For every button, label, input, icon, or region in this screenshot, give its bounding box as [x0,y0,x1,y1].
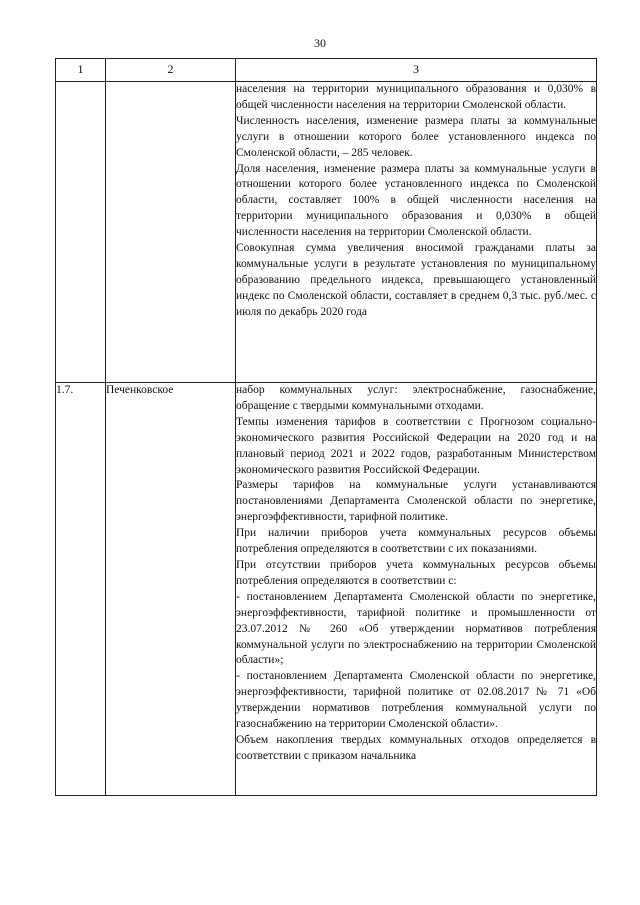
paragraph: Размеры тарифов на коммунальные услуги устанавливаются постановлениями Департамента Смоленской области по энергетике, энергоэффективности, тарифной политике. [236,479,596,524]
row-number-cell: 1.7. [56,383,106,796]
paragraph: При наличии приборов учета коммунальных ресурсов объемы потребления определяются в соответствии с их показаниями. [236,527,596,556]
row-number-cell [56,82,106,383]
paragraph: Численность населения, изменение размера платы за коммунальные услуги в отношении которого более установленного индекса по Смоленской области, – 285 человек. [236,114,596,159]
description-cell [236,383,597,796]
page-number: 30 [314,36,326,50]
paragraph: При отсутствии приборов учета коммунальных ресурсов объемы потребления определяются в соответствии с: [236,558,596,587]
table-header-row [56,59,597,82]
description-cell [236,82,597,383]
municipality-name-cell [106,82,236,383]
table-row [56,82,597,383]
column-header-2: 2 [106,59,236,82]
paragraph: - постановлением Департамента Смоленской области по энергетике, энергоэффективности, тарифной политике от 02.08.2017 № 71 «Об утверждении нормативов потребления коммунальной услуги по газоснабжению на территории Смоленской области». [236,670,596,731]
paragraph: набор коммунальных услуг: электроснабжение, газоснабжение, обращение с твердыми коммунальными отходами. [236,384,596,412]
paragraph: - постановлением Департамента Смоленской области по энергетике, энергоэффективности, тарифной политике и промышленности от 23.07.2012 № 260 «Об утверждении нормативов потребления коммунальной услуги по электроснабжению на территории Смоленской области»; [236,590,596,667]
paragraph: Доля населения, изменение размера платы за коммунальные услуги в отношении которого более установленного индекса по Смоленской области, составляет 100% в общей численности населения на территории муниципального образования и 0,030% в общей численности населения на территории Смоленской области. [236,162,596,239]
document-table [55,58,597,796]
column-header-3: 3 [236,59,597,82]
paragraph: населения на территории муниципального образования и 0,030% в общей численности населения на территории Смоленской области. [236,83,596,111]
paragraph: Совокупная сумма увеличения вносимой гражданами платы за коммунальные услуги в результате установления по муниципальному образованию предельного индекса, превышающего установленный индекс по Смоленской области, составляет в среднем 0,3 тыс. руб./мес. с июля по декабрь 2020 года [236,242,596,318]
paragraph: Объем накопления твердых коммунальных отходов определяется в соответствии с приказом начальника [236,733,596,762]
paragraph: Темпы изменения тарифов в соответствии с Прогнозом социально-экономического развития Российской Федерации на 2020 год и на плановый период 2021 и 2022 годов, разработанным Министерством экономического развития Российской Федерации. [236,415,596,476]
municipality-name-cell: Печенковское [106,383,236,796]
table-row [56,383,597,796]
column-header-1: 1 [56,59,106,82]
